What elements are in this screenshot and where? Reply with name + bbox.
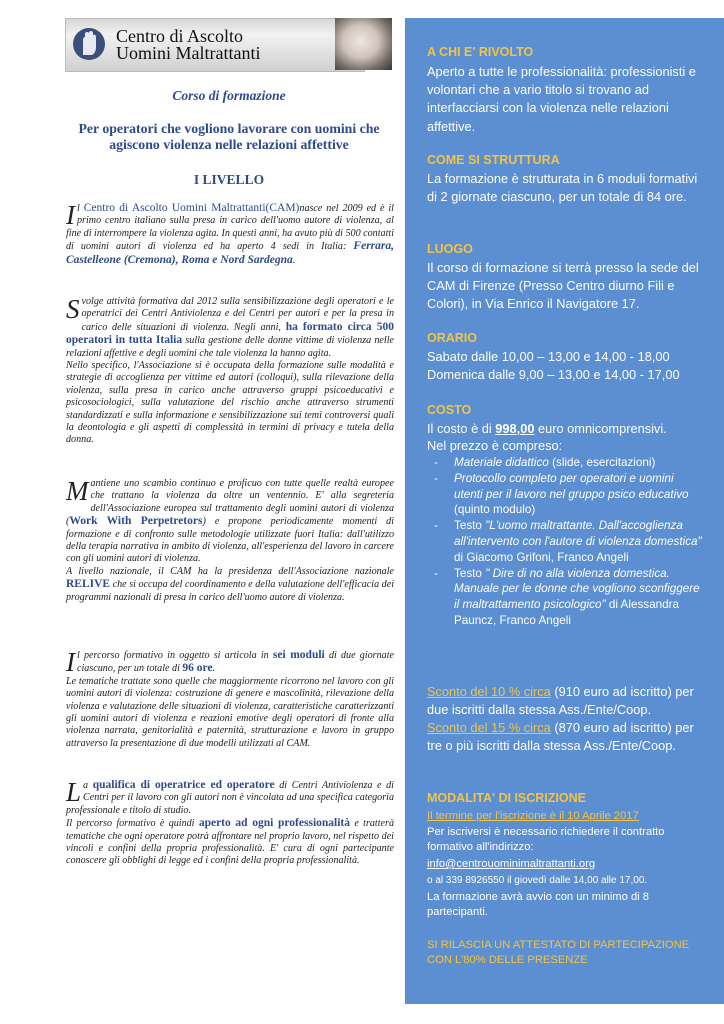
course-title: Corso di formazione xyxy=(172,88,286,103)
text: a xyxy=(83,780,89,791)
logo-line-1: Centro di Ascolto xyxy=(116,26,243,46)
text: Il costo è di xyxy=(427,421,492,436)
highlight: Ferrara, Castelleone (Cremona), Roma e Nord Sardegna xyxy=(66,240,394,266)
heading-location: LUOGO xyxy=(427,242,473,256)
text-included: Nel prezzo è compreso: xyxy=(427,438,563,453)
text: di Centri Antiviolenza e di Centri per il lavoro con gli autori non è vincolata ad una specifica categoria professionale e titolo di studio. xyxy=(66,780,394,816)
drop-cap: I xyxy=(66,200,75,230)
text: di due giornate ciascuno, per un totale di xyxy=(77,650,394,675)
highlight: sei moduli xyxy=(272,649,325,661)
text: di Giacomo Grifoni, Franco Angeli xyxy=(454,550,629,564)
text: che si occupa del coordinamento e della valutazione dell'efficacia dei programmi nazionali di presa in carico dell'uomo autore di violenza. xyxy=(66,579,394,603)
discount-10-label: Sconto del 10 % circa xyxy=(427,684,551,699)
text: " Dire di no alla violenza domestica. Manuale per le donne che vogliono sconfiggere il maltrattamento psicologico" xyxy=(454,566,700,612)
highlight: aperto ad ogni professionalità xyxy=(198,817,351,830)
heading-cost: COSTO xyxy=(427,403,472,417)
discount-10 xyxy=(427,683,709,719)
registration-instructions: Per iscriversi è necessario richiedere il contratto formativo all'indirizzo: xyxy=(427,826,665,853)
text: di Alessandra Pauncz, Franco Angeli xyxy=(454,598,680,627)
text: (slide, esercitazioni) xyxy=(552,456,656,469)
highlight: Work With Perpetretors xyxy=(69,515,203,528)
paragraph-intro xyxy=(66,202,394,267)
text: Protocollo completo per operatori e uomini utenti per il lavoro nel gruppo psico educativo xyxy=(454,471,689,501)
logo-text xyxy=(116,28,260,62)
bullet-dash: - xyxy=(434,566,438,580)
heading-audience: A CHI E' RIVOLTO xyxy=(427,45,534,59)
discount-15 xyxy=(427,719,709,755)
bullet-dash: - xyxy=(434,471,438,485)
drop-cap: L xyxy=(66,777,82,807)
text-sunday: Domenica dalle 9,00 – 13,00 e 14,00 - 17,00 xyxy=(427,367,680,382)
text: l xyxy=(77,203,80,214)
paragraph-training xyxy=(66,296,394,447)
text: Nello specifico, l'Associazione si è occupata della formazione sulle modalità e strategie di accoglienza per vittime ed autori (colloqui), sulla rilevazione della violenza, sulla presa in carico anche attraverso gruppi psicoeducativi e psicosociologici, sulla valutazione del rischio anche attraverso strumenti standardizzati e sulla informazione e sensibilizzazione sui temi controversi quali la deontologia e gli aspetti di complessità in termini di privacy e tutela della donna. xyxy=(66,360,394,446)
heading-structure: COME SI STRUTTURA xyxy=(427,153,560,167)
heading-schedule: ORARIO xyxy=(427,331,477,345)
text: euro omnicomprensivi. xyxy=(538,421,667,436)
text-location: Il corso di formazione si terrà presso la sede del CAM di Firenze (Presso Centro diurno Fili e Colori), in Via Enrico il Navigatore 17. xyxy=(427,260,699,312)
course-subtitle: Per operatori che vogliono lavorare con uomini che agiscono violenza nelle relazioni affettive xyxy=(78,121,380,152)
paragraph-qualification xyxy=(66,779,394,868)
portrait-photo xyxy=(335,18,392,70)
logo-line-2: Uomini Maltrattanti xyxy=(116,43,261,63)
drop-cap: I xyxy=(66,647,75,677)
text: volge attività formativa dal 2012 sulla sensibilizzazione degli operatori e le operatrici dei Centri Antiviolenza e dei Centri per autori e per la presa in carico delle situazioni di violenza. Negli anni, xyxy=(81,296,394,333)
text: "L'uomo maltrattante. Dall'accoglienza all'intervento con l'autore di violenza domestica" xyxy=(454,519,702,548)
text-audience: Aperto a tutte le professionalità: professionisti e volontari che a vario titolo si trovano ad interfacciarsi con la violenza nelle relazioni affettive. xyxy=(427,64,696,134)
hand-icon xyxy=(72,25,106,63)
text: A livello nazionale, il CAM ha la presidenza dell'Associazione nazionale xyxy=(66,565,394,577)
registration-deadline: Il termine per l'iscrizione è il 10 Aprile 2017 xyxy=(427,810,639,822)
text: Materiale didattico xyxy=(454,456,549,469)
drop-cap: M xyxy=(66,476,89,506)
bullet-dash: - xyxy=(434,456,438,469)
list-item xyxy=(432,566,704,629)
highlight: RELIVE xyxy=(66,578,111,591)
bullet-dash: - xyxy=(434,519,438,533)
logo xyxy=(65,18,365,72)
list-item xyxy=(432,471,704,518)
text: . xyxy=(292,254,296,266)
text: ) e propone periodicamente momenti di formazione e di confronto sulle metodologie utilizzate fuori Italia: dall'utilizzo della terapia narrativa in ambito di violenza, all'esperienza del lavoro in carcere con gli uomini autori di violenza. xyxy=(66,516,395,565)
paragraph-modules xyxy=(66,649,394,750)
highlight: qualifica di operatrice ed operatore xyxy=(92,779,275,791)
included-list xyxy=(432,455,704,629)
registration-email-link[interactable]: info@centrouominimaltrattanti.org xyxy=(427,858,596,870)
text: . xyxy=(212,663,216,675)
text-saturday: Sabato dalle 10,00 – 13,00 e 14,00 - 18,00 xyxy=(427,349,670,364)
text: (quinto modulo) xyxy=(454,503,536,517)
registration-minimum: La formazione avrà avvio con un minimo di 8 partecipanti. xyxy=(427,891,649,918)
certificate-notice: SI RILASCIA UN ATTESTATO DI PARTECIPAZIONE CON L'80% DELLE PRESENZE xyxy=(427,939,690,966)
highlight: ha formato circa 500 operatori in tutta Italia xyxy=(66,320,394,347)
list-item xyxy=(432,518,704,565)
registration-phone: o al 339 8926550 il giovedì dalle 14,00 alle 17,00. xyxy=(427,875,648,886)
text: Testo xyxy=(454,566,482,580)
text: l percorso formativo in oggetto si articola in xyxy=(77,650,269,661)
text-cost xyxy=(427,420,709,438)
text: Le tematiche trattate sono quelle che maggiormente ricorrono nel lavoro con gli uomini autori di violenza: costruzione di genere e mascolinità, rilevazione della violenza e valutazione delle situazioni di violenza, caratteristiche caratterizzanti gli uomini autori di violenza e reazioni emotive degli operatori di fronte alla violenza narrata, genitorialità e paternità, strutturazione e lavoro in gruppo attraverso la presentazione di due modelli utilizzati al CAM. xyxy=(66,675,394,749)
text: Testo xyxy=(454,519,482,533)
highlight: 96 ore xyxy=(182,662,213,675)
text: sulla gestione delle donne vittime di violenza nelle relazioni affettive e degli uomini che tale violenza la hanno agita. xyxy=(66,335,394,359)
text: (870 euro ad iscritto) per tre o più iscritti dalla stessa Ass./Ente/Coop. xyxy=(427,720,694,754)
paragraph-europe xyxy=(66,478,394,604)
text-structure: La formazione è strutturata in 6 moduli formativi di 2 giornate ciascuno, per un totale di 84 ore. xyxy=(427,171,698,205)
text: Il percorso formativo è quindi xyxy=(66,818,195,830)
text: antiene uno scambio continuo e proficuo con tutte quelle realtà europee che trattano la violenza da oltre un ventennio. E' alla segreteria dell'Associazione europea sul trattamento degli uomini autori di violenza ( xyxy=(66,478,394,528)
level-heading: I LIVELLO xyxy=(193,172,265,187)
text: (910 euro ad iscritto) per due iscritti dalla stessa Ass./Ente/Coop. xyxy=(427,684,694,718)
price: 998,00 xyxy=(495,421,535,436)
drop-cap: S xyxy=(66,294,80,324)
discount-15-label: Sconto del 15 % circa xyxy=(427,720,551,735)
list-item xyxy=(432,455,704,471)
text: e tratterà tematiche che ogni operatore potrà affrontare nel proprio lavoro, nel rispetto dei vincoli e confini della propria professionalità. E' cura di ogni partecipante conoscere gli obblighi di legge ed i confini della propria professionalità. xyxy=(66,818,394,867)
text: nasce nel 2009 ed è il primo centro italiano sulla presa in carico dell'uomo autore di violenza, al fine di interrompere la violenza agita. In questi anni, ha avuto più di 500 contatti di uomini autori di violenza ed ha aperto 4 sedi in Italia: xyxy=(66,203,394,253)
heading-registration: MODALITA' DI ISCRIZIONE xyxy=(427,791,586,805)
highlight: Centro di Ascolto Uomini Maltrattanti(CAM) xyxy=(83,202,300,214)
